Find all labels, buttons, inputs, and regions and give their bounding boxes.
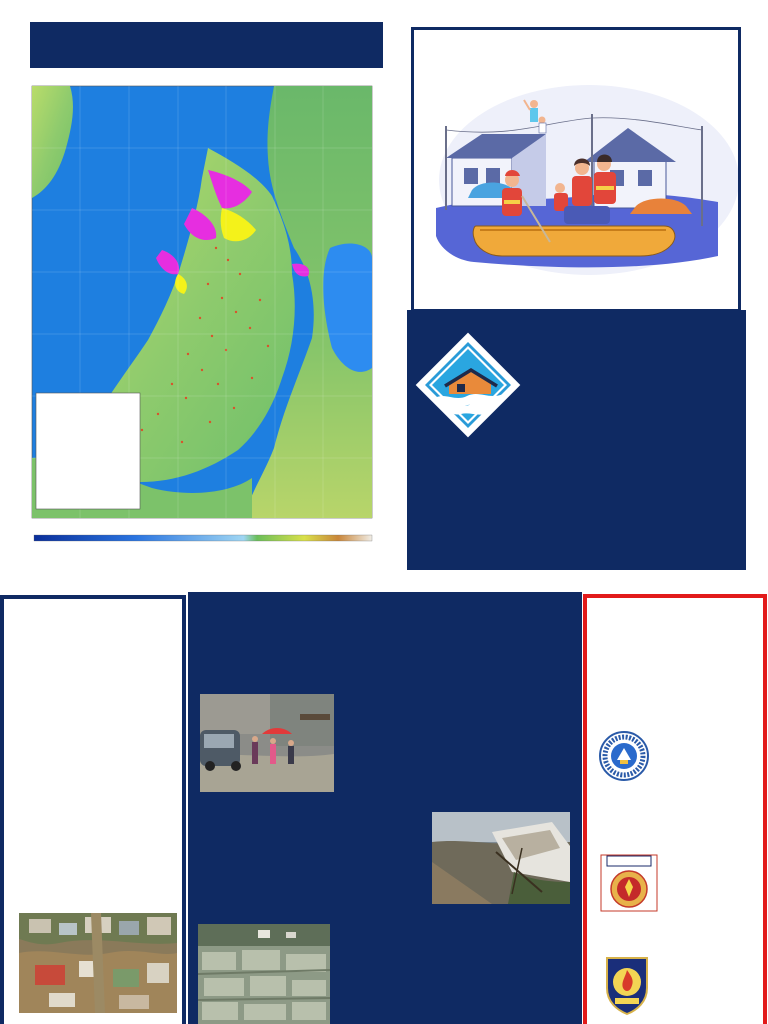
map-title	[30, 22, 383, 68]
cover-panel	[407, 310, 746, 570]
house-flood-diamond-icon	[415, 332, 521, 443]
flood-ready-column	[0, 595, 186, 1024]
flood-rescue-illustration	[414, 30, 738, 309]
exposed-elements-column	[188, 592, 582, 1024]
flood-map-svg	[12, 78, 384, 556]
emergency-hotlines-column	[583, 594, 767, 1024]
aerial-flood-photo	[19, 913, 177, 1013]
bfp-seal-icon	[601, 952, 653, 1021]
flood-map	[12, 78, 384, 556]
map-legend	[36, 393, 140, 509]
pnp-cavite-seal-icon	[599, 853, 659, 918]
bdrrmo-seal-icon	[599, 728, 649, 789]
rescue-illustration-frame	[411, 27, 741, 312]
people-flood-photo	[200, 694, 334, 792]
elevation-scale-bar	[34, 535, 372, 541]
household-damage-photo	[432, 812, 570, 904]
agriculture-flood-photo	[198, 924, 330, 1024]
